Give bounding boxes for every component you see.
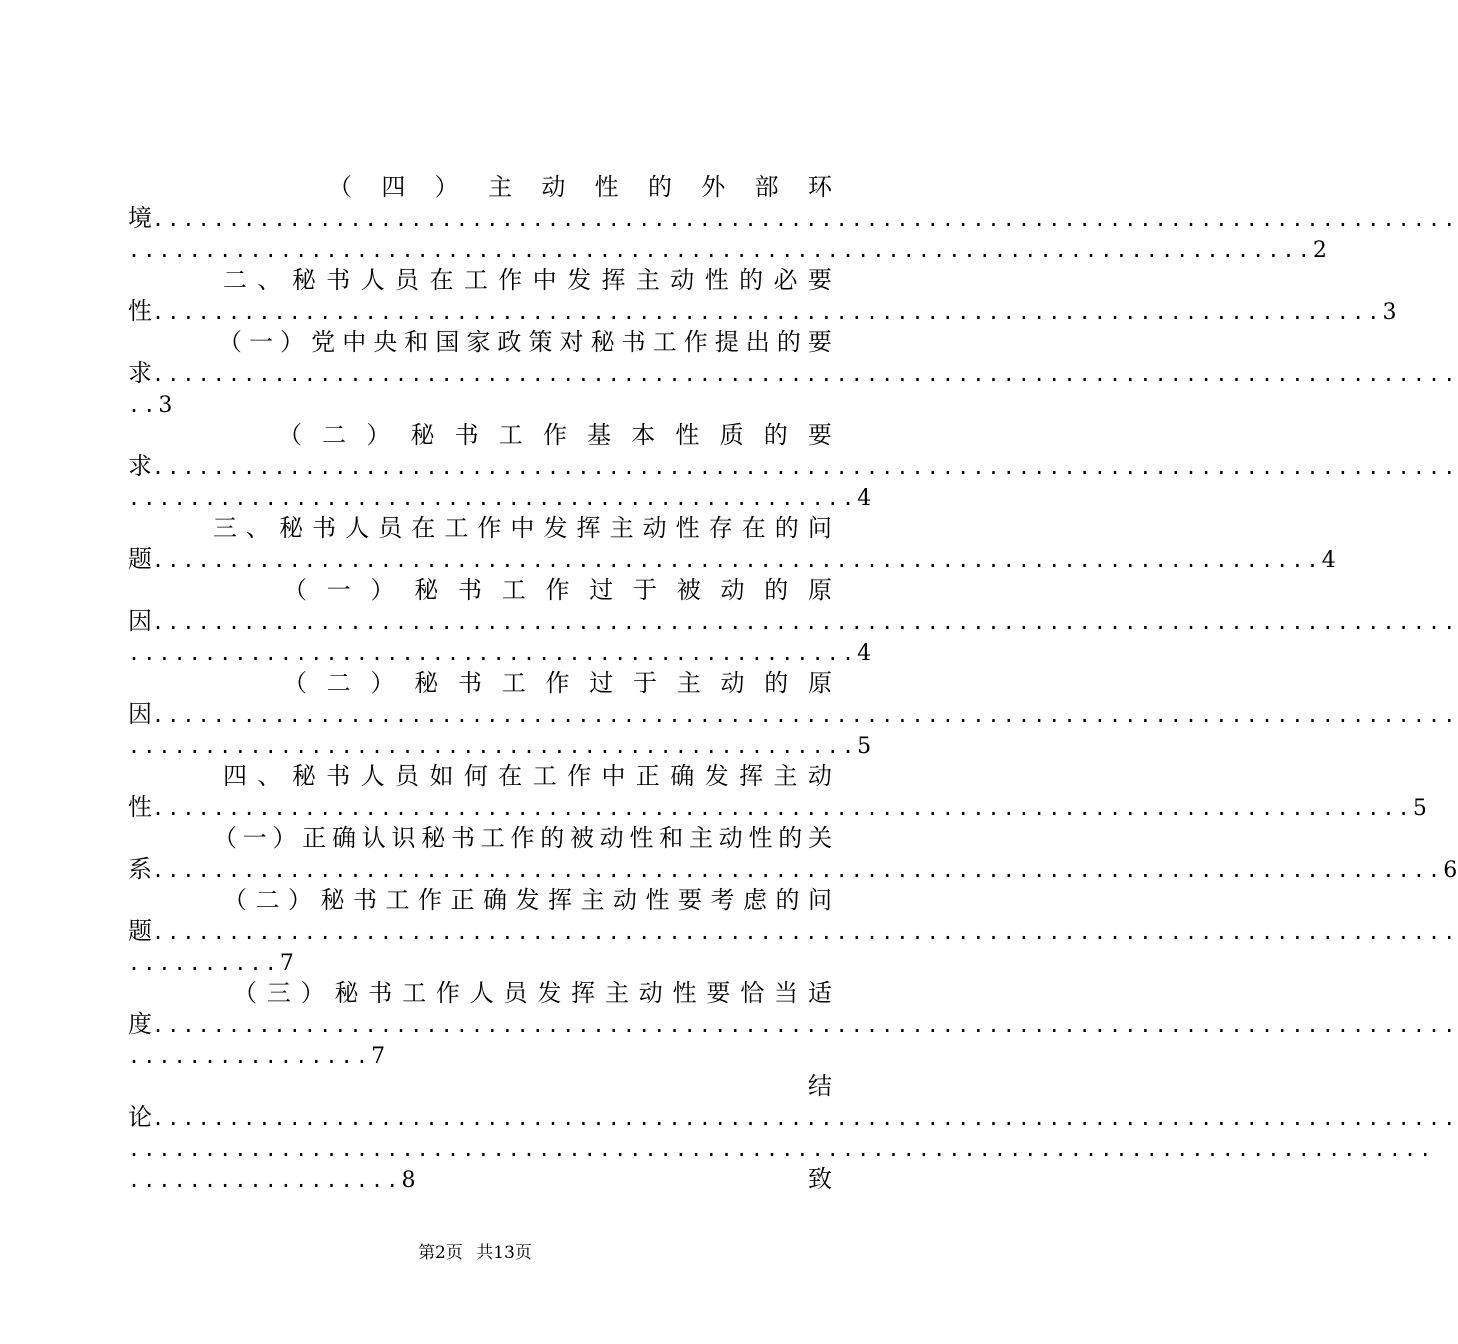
toc-leader-line: 题.............................................................................4 [128, 545, 1336, 573]
toc-leader-line: ..3 [128, 393, 173, 418]
toc-page-number: 4 [857, 486, 872, 511]
toc-page-number: 3 [158, 393, 173, 418]
toc-page-number: 6 [1443, 858, 1458, 883]
toc-page-number: 7 [371, 1044, 386, 1069]
toc-page-number: 5 [857, 734, 872, 759]
toc-leader-line: ................................................5 [128, 734, 872, 759]
toc-leader-line: ................................................4 [128, 641, 872, 666]
toc-page-number: 5 [1412, 796, 1427, 821]
toc-leader-line: 论...................................................................................... [128, 1103, 1458, 1131]
toc-entry-heading[interactable]: （ 二 ） 秘 书 工 作 过 于 主 动 的 原 [283, 669, 832, 697]
toc-entry-heading[interactable]: 三 、 秘 书 人 员 在 工 作 中 发 挥 主 动 性 存 在 的 问 [213, 514, 832, 542]
toc-heading-fragment: 致 [808, 1165, 832, 1193]
toc-page-number: 8 [401, 1168, 416, 1193]
toc-entry-heading[interactable]: （ 一 ） 党 中 央 和 国 家 政 策 对 秘 书 工 作 提 出 的 要 [218, 328, 832, 356]
toc-entry-heading[interactable]: （ 一 ） 正 确 认 识 秘 书 工 作 的 被 动 性 和 主 动 性 的 关 [213, 824, 832, 852]
toc-entry-heading[interactable]: （ 四 ） 主 动 性 的 外 部 环 [328, 173, 832, 201]
toc-leader-line: 系.....................................................................................6 [128, 855, 1458, 883]
toc-leader-line: 性...................................................................................5 [128, 793, 1427, 821]
toc-leader-line: 度...................................................................................... [128, 1010, 1458, 1038]
toc-leader-line: 求...................................................................................... [128, 359, 1458, 387]
toc-entry-heading[interactable]: 二 、 秘 书 人 员 在 工 作 中 发 挥 主 动 性 的 必 要 [223, 266, 832, 294]
toc-leader-line: 因...................................................................................... [128, 607, 1458, 635]
toc-leader-line: ..............................................................................2 [128, 238, 1327, 263]
total-pages: 共13页 [476, 1243, 532, 1263]
toc-entry-heading[interactable]: （ 一 ） 秘 书 工 作 过 于 被 动 的 原 [283, 576, 832, 604]
toc-page-number: 7 [279, 951, 294, 976]
toc-entry-heading[interactable]: 结 [808, 1072, 832, 1100]
toc-leader-line: 题...................................................................................... [128, 917, 1458, 945]
toc-leader-line: ...................................................................................... [128, 1137, 1435, 1161]
page-footer [0, 1241, 950, 1265]
toc-entry-heading[interactable]: （ 三 ） 秘 书 工 作 人 员 发 挥 主 动 性 要 恰 当 适 [233, 979, 832, 1007]
toc-leader-line: 境...................................................................................... [128, 204, 1458, 232]
toc-leader-line: 求...................................................................................... [128, 452, 1458, 480]
toc-leader-line: ................................................4 [128, 486, 872, 511]
toc-leader-line: 因...................................................................................... [128, 700, 1458, 728]
toc-page-number: 3 [1382, 300, 1397, 325]
toc-entry-heading[interactable]: （ 二 ） 秘 书 工 作 基 本 性 质 的 要 [278, 421, 832, 449]
toc-entry-heading[interactable]: （ 二 ） 秘 书 工 作 正 确 发 挥 主 动 性 要 考 虑 的 问 [223, 886, 832, 914]
toc-page-number: 4 [1321, 548, 1336, 573]
toc-leader-line: ..................8 [128, 1168, 416, 1193]
toc-leader-line: 性.................................................................................3 [128, 297, 1397, 325]
toc-page-number: 2 [1312, 238, 1327, 263]
page-number: 第2页 [418, 1243, 463, 1263]
toc-page-number: 4 [857, 641, 872, 666]
toc-entry-heading[interactable]: 四 、 秘 书 人 员 如 何 在 工 作 中 正 确 发 挥 主 动 [223, 762, 832, 790]
toc-leader-line: ..........7 [128, 951, 294, 976]
toc-leader-line: ................7 [128, 1044, 386, 1069]
